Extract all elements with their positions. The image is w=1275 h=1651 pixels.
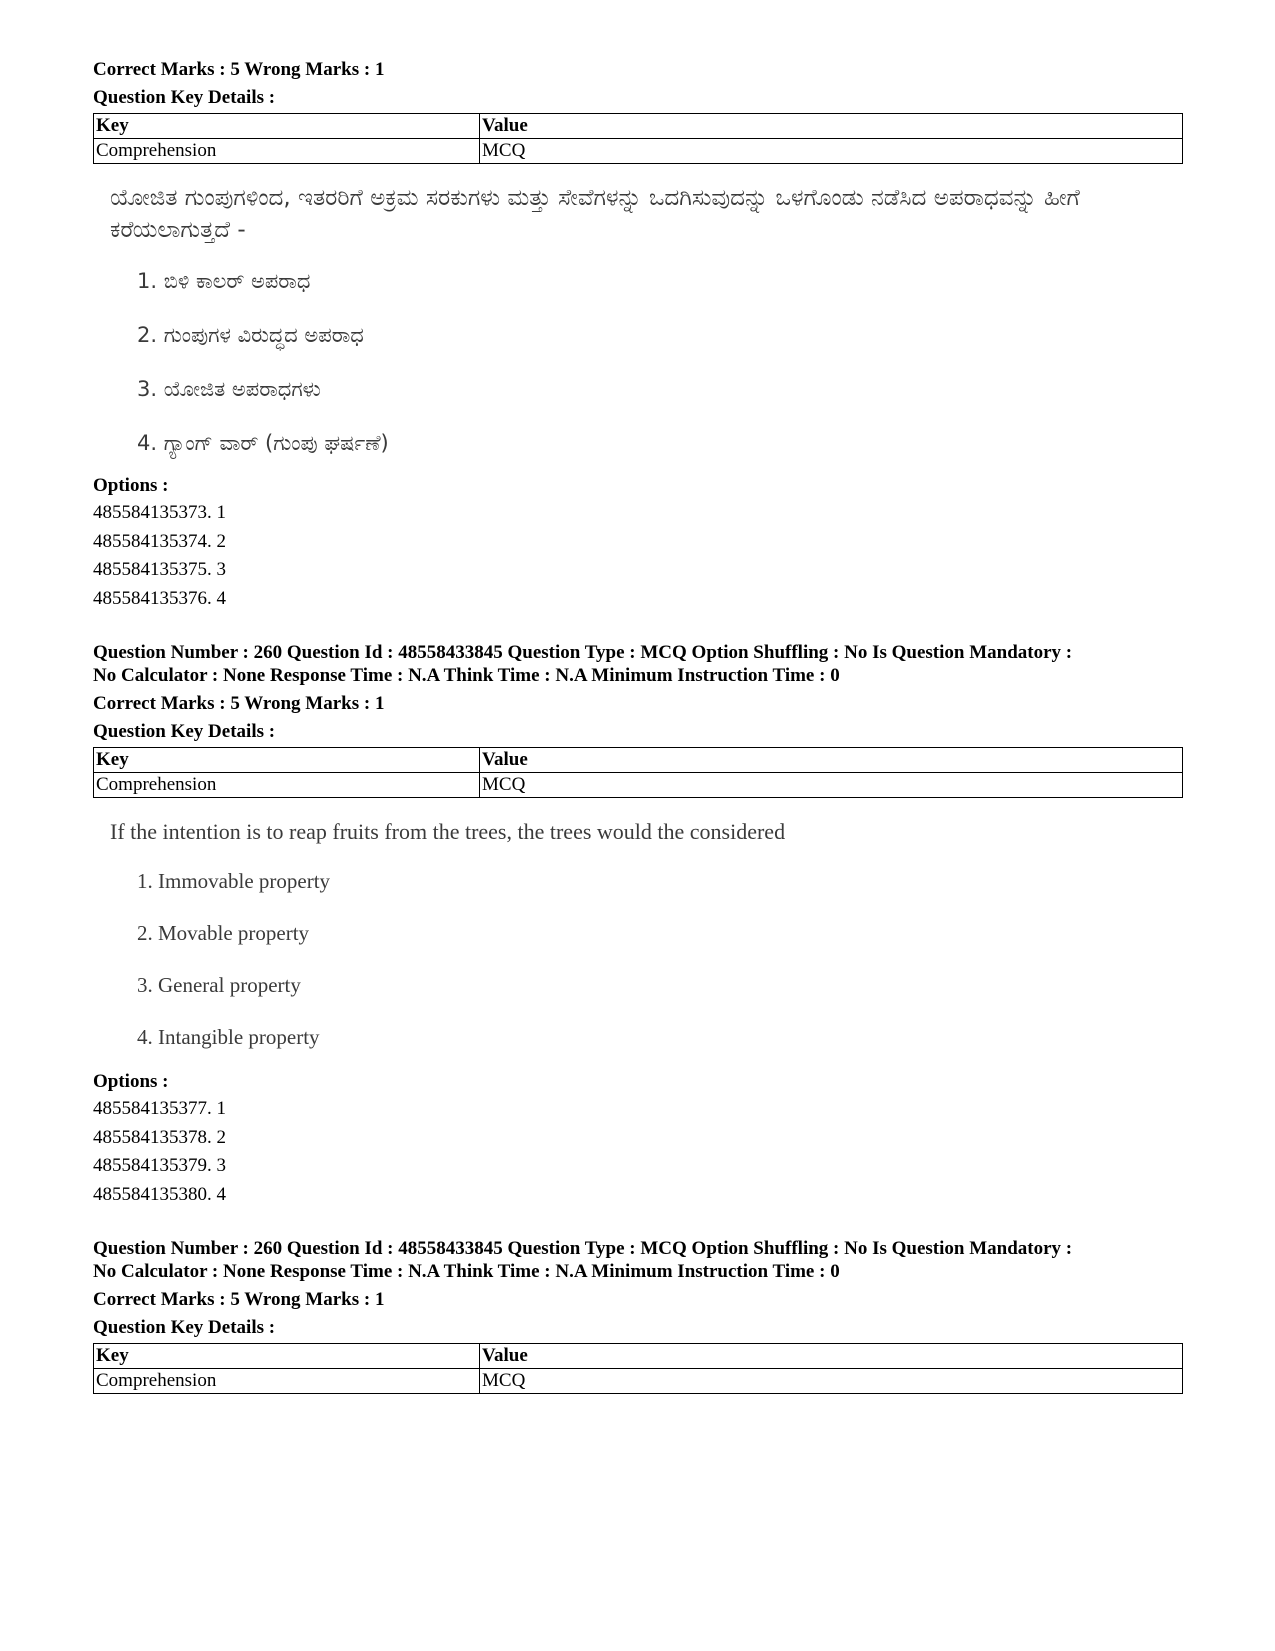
question-text: If the intention is to reap fruits from the trees, the trees would the considered	[110, 819, 786, 844]
table-row	[94, 139, 1183, 164]
option-item: 485584135373. 1	[93, 502, 226, 523]
key-details-label: Question Key Details :	[93, 721, 276, 742]
question-image	[93, 816, 1183, 1052]
table-row	[94, 773, 1183, 798]
table-header-row	[94, 1344, 1183, 1369]
key-details-table	[93, 747, 1183, 798]
marks-line: Correct Marks : 5 Wrong Marks : 1	[93, 693, 385, 714]
question-block-1	[93, 58, 1183, 613]
question-choice: 1. ಬಿಳಿ ಕಾಲರ್ ಅಪರಾಧ	[137, 269, 311, 293]
marks-line: Correct Marks : 5 Wrong Marks : 1	[93, 59, 385, 80]
option-item: 485584135374. 2	[93, 530, 226, 552]
key-details-label: Question Key Details :	[93, 1317, 276, 1338]
question-choice: 2. Movable property	[137, 921, 310, 945]
table-cell-key: Comprehension	[94, 139, 480, 164]
table-header-key: Key	[94, 114, 480, 139]
table-cell-value: MCQ	[480, 1369, 1183, 1394]
option-item: 485584135380. 4	[93, 1183, 226, 1205]
question-choice: 4. ಗ್ಯಾಂಗ್ ವಾರ್ (ಗುಂಪು ಘರ್ಷಣೆ)	[137, 431, 389, 455]
table-header-value: Value	[480, 114, 1183, 139]
options-label: Options :	[93, 475, 169, 496]
options-label: Options :	[93, 1071, 169, 1092]
table-header-value: Value	[480, 748, 1183, 773]
options-list	[93, 499, 1183, 613]
question-block-3	[93, 1237, 1183, 1394]
question-choice: 1. Immovable property	[137, 869, 331, 893]
option-item: 485584135379. 3	[93, 1155, 226, 1176]
question-choice-list	[93, 266, 1183, 458]
table-cell-key: Comprehension	[94, 1369, 480, 1394]
option-item: 485584135376. 4	[93, 587, 226, 609]
key-details-table	[93, 113, 1183, 164]
option-item: 485584135377. 1	[93, 1098, 226, 1119]
question-choice: 4. Intangible property	[137, 1025, 320, 1049]
question-text: ಯೋಜಿತ ಗುಂಪುಗಳಿಂದ, ಇತರರಿಗೆ ಅಕ್ರಮ ಸರಕುಗಳು ಮತ್ತು ಸೇವೆಗಳನ್ನು ಒದಗಿಸುವುದನ್ನು ಒಳಗೊಂಡು ನಡೆಸಿದ ಅಪರಾಧವನ್ನು ಹೀಗೆ ಕರೆಯಲಾಗುತ್ತದೆ -	[110, 185, 1080, 243]
option-item: 485584135375. 3	[93, 559, 226, 580]
table-header-key: Key	[94, 1344, 480, 1369]
table-row	[94, 1369, 1183, 1394]
question-choice-list	[93, 866, 1183, 1052]
key-details-label: Question Key Details :	[93, 87, 276, 108]
table-cell-value: MCQ	[480, 773, 1183, 798]
option-item: 485584135378. 2	[93, 1126, 226, 1148]
question-header-line-1: Question Number : 260 Question Id : 48558433845 Question Type : MCQ Option Shuffling : No Is Question Mandatory :	[93, 1238, 1073, 1259]
table-header-row	[94, 114, 1183, 139]
table-header-key: Key	[94, 748, 480, 773]
question-header-line-1: Question Number : 260 Question Id : 48558433845 Question Type : MCQ Option Shuffling : No Is Question Mandatory :	[93, 642, 1073, 663]
table-header-row	[94, 748, 1183, 773]
question-header-line-2: No Calculator : None Response Time : N.A Think Time : N.A Minimum Instruction Time : 0	[93, 665, 840, 686]
question-image	[93, 182, 1183, 458]
question-choice: 3. ಯೋಜಿತ ಅಪರಾಧಗಳು	[137, 377, 321, 401]
document-page	[93, 58, 1183, 1394]
marks-line: Correct Marks : 5 Wrong Marks : 1	[93, 1289, 385, 1310]
question-choice: 2. ಗುಂಪುಗಳ ವಿರುದ್ಧದ ಅಪರಾಧ	[137, 323, 364, 347]
key-details-table	[93, 1343, 1183, 1394]
question-header-line-2: No Calculator : None Response Time : N.A Think Time : N.A Minimum Instruction Time : 0	[93, 1261, 840, 1282]
table-cell-value: MCQ	[480, 139, 1183, 164]
table-cell-key: Comprehension	[94, 773, 480, 798]
question-block-2	[93, 641, 1183, 1209]
table-header-value: Value	[480, 1344, 1183, 1369]
question-choice: 3. General property	[137, 973, 301, 997]
options-list	[93, 1095, 1183, 1209]
